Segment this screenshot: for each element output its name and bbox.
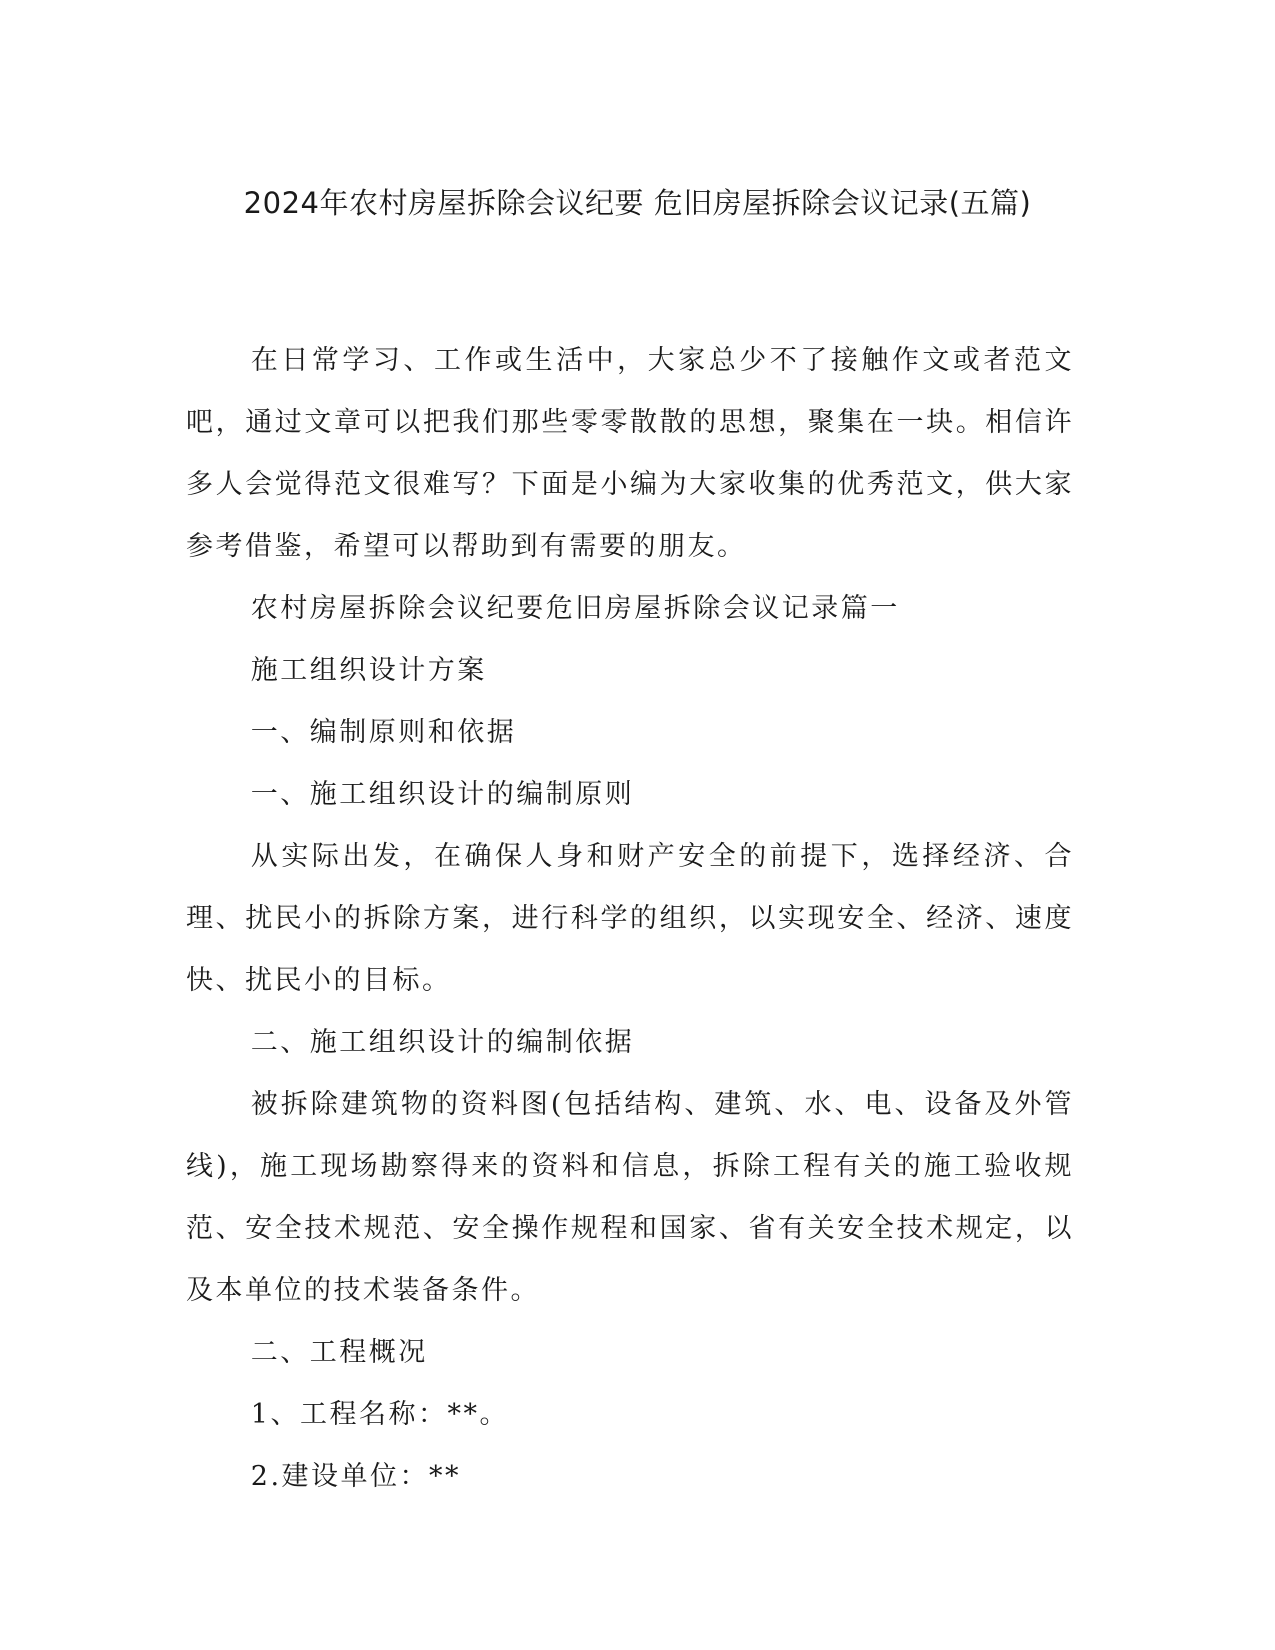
document-body: [186, 330, 1074, 1508]
paragraph-heading-overview: 二、工程概况: [250, 1337, 428, 1368]
paragraph-section-heading: 农村房屋拆除会议纪要危旧房屋拆除会议记录篇一: [250, 593, 900, 624]
paragraph-basis-text: 被拆除建筑物的资料图(包括结构、建筑、水、电、设备及外管线)，施工现场勘察得来的资料和信息，拆除工程有关的施工验收规范、安全技术规范、安全操作规程和国家、省有关安全技术规定，以及本单位的技术装备条件。: [186, 1089, 1074, 1306]
paragraph-principles-text: 从实际出发，在确保人身和财产安全的前提下，选择经济、合理、扰民小的拆除方案，进行科学的组织，以实现安全、经济、速度快、扰民小的目标。: [186, 841, 1074, 996]
paragraph-construction-unit: 2.建设单位：**: [250, 1461, 462, 1492]
paragraph-heading-principles-basis: 一、编制原则和依据: [250, 717, 517, 748]
paragraph-heading-basis: 二、施工组织设计的编制依据: [250, 1027, 635, 1058]
paragraph-heading-principles: 一、施工组织设计的编制原则: [250, 779, 635, 810]
paragraph-intro: 在日常学习、工作或生活中，大家总少不了接触作文或者范文吧，通过文章可以把我们那些零零散散的思想，聚集在一块。相信许多人会觉得范文很难写？下面是小编为大家收集的优秀范文，供大家参考借鉴，希望可以帮助到有需要的朋友。: [186, 345, 1074, 562]
paragraph-plan-title: 施工组织设计方案: [250, 655, 487, 686]
paragraph-project-name: 1、工程名称：**。: [250, 1399, 509, 1430]
document-title: 2024年农村房屋拆除会议纪要 危旧房屋拆除会议记录(五篇): [243, 186, 1032, 220]
